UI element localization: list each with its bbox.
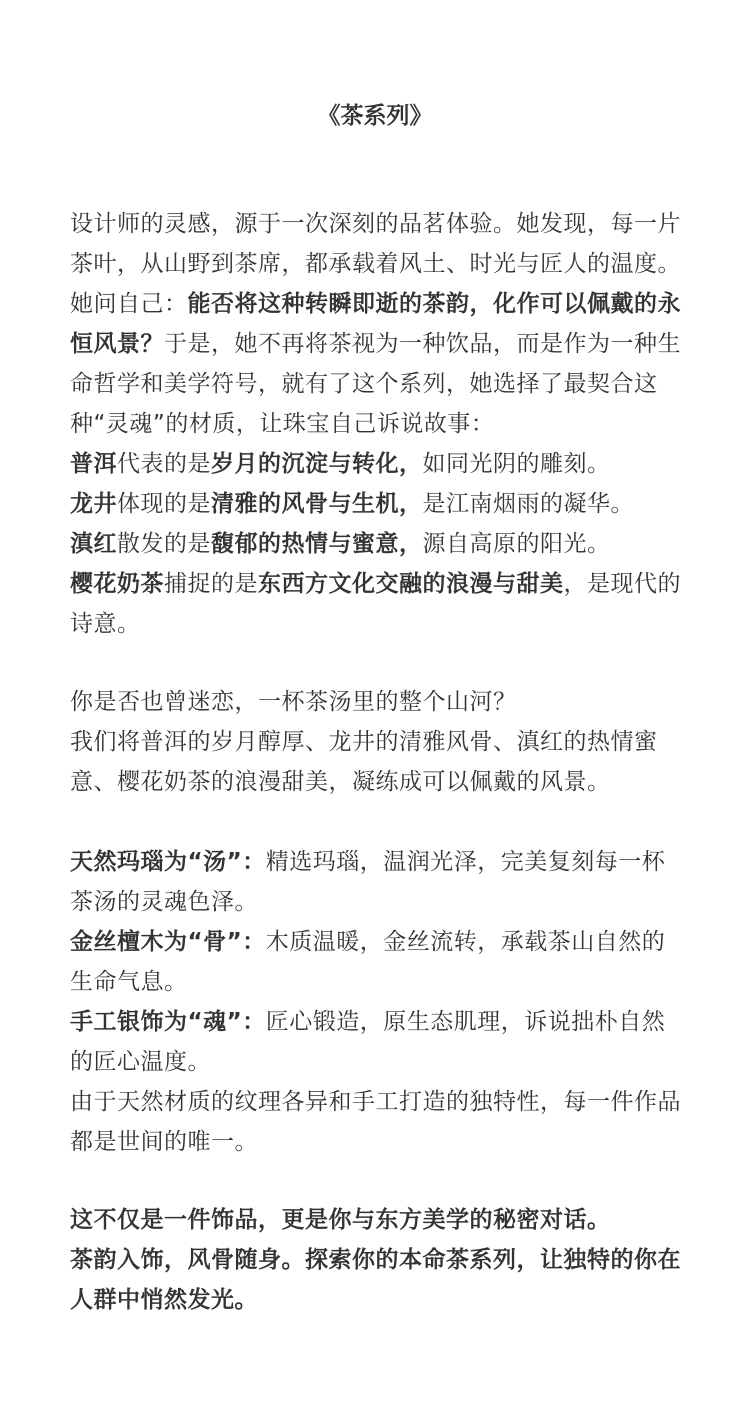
tea-name: 滇红	[70, 531, 117, 557]
tea-tail: ，是现代的诗意。	[70, 571, 681, 637]
material-text: 精选玛瑙，温润光泽，完美复刻每一杯茶汤的灵魂色泽。	[70, 849, 666, 915]
closing-line-1: 这不仅是一件饰品，更是你与东方美学的秘密对话。	[70, 1207, 611, 1233]
uniqueness-line: 由于天然材质的纹理各异和手工打造的独特性，每一件作品都是世间的唯一。	[70, 1089, 681, 1155]
material-label: 手工银饰为“魂”：	[70, 1009, 266, 1035]
intro-text-c: 于是，她不再将茶视为一种饮品，而是作为一种生命哲学和美学符号，就有了这个系列，她选择了最契合这种“灵魂”的材质，让珠宝自己诉说故事：	[70, 331, 681, 437]
material-label: 天然玛瑙为“汤”：	[70, 849, 266, 875]
tea-mid: 代表的是	[117, 451, 211, 477]
blend-line: 我们将普洱的岁月醇厚、龙井的清雅风骨、滇红的热情蜜意、樱花奶茶的浪漫甜美，凝练成可以佩戴的风景。	[70, 729, 658, 795]
tea-line-dianhong	[70, 524, 682, 564]
page-title: 《茶系列》	[317, 103, 433, 129]
tea-name: 樱花奶茶	[70, 571, 164, 597]
materials-section	[70, 842, 682, 1162]
tea-name: 龙井	[70, 491, 117, 517]
tea-mid: 体现的是	[117, 491, 211, 517]
tea-tail: 是江南烟雨的凝华。	[422, 491, 634, 517]
tea-line-puer	[70, 444, 682, 484]
material-agate	[70, 842, 682, 922]
tea-name: 普洱	[70, 451, 117, 477]
tea-mid: 捕捉的是	[164, 571, 258, 597]
intro-text-a: 设计师的灵感，源于一次深刻的品茗体验。她发现，每一片茶叶，从山野到茶席，都承载着风土、时光与匠人的温度。她问自己：	[70, 211, 681, 317]
tea-line-longjing	[70, 484, 682, 524]
tea-tail: 源自高原的阳光。	[422, 531, 611, 557]
tea-line-sakura	[70, 564, 682, 644]
tea-tail: 如同光阴的雕刻。	[422, 451, 611, 477]
tea-trait: 东西方文化交融的浪漫与甜美	[258, 571, 564, 597]
intro-section	[70, 204, 682, 644]
material-silver	[70, 1002, 682, 1082]
tea-trait: 清雅的风骨与生机，	[211, 491, 423, 517]
tea-trait: 馥郁的热情与蜜意，	[211, 531, 423, 557]
tea-trait: 岁月的沉淀与转化，	[211, 451, 423, 477]
question-section	[70, 682, 682, 802]
question-line: 你是否也曾迷恋，一杯茶汤里的整个山河？	[70, 689, 517, 715]
intro-paragraph	[70, 204, 682, 444]
intro-question: 能否将这种转瞬即逝的茶韵，化作可以佩戴的永恒风景？	[70, 291, 681, 357]
material-text: 木质温暖，金丝流转，承载茶山自然的生命气息。	[70, 929, 666, 995]
material-text: 匠心锻造，原生态肌理，诉说拙朴自然的匠心温度。	[70, 1009, 666, 1075]
material-label: 金丝檀木为“骨”：	[70, 929, 266, 955]
material-sandalwood	[70, 922, 682, 1002]
closing-section	[70, 1200, 682, 1320]
tea-mid: 散发的是	[117, 531, 211, 557]
closing-line-2: 茶韵入饰，风骨随身。探索你的本命茶系列，让独特的你在人群中悄然发光。	[70, 1247, 681, 1313]
